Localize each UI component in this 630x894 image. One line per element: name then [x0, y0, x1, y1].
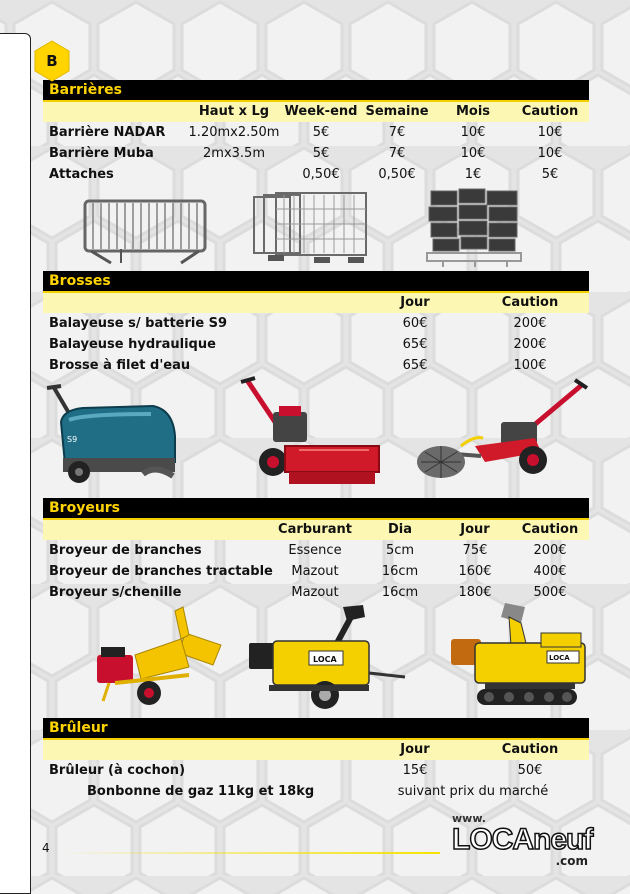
locaneuf-logo [450, 812, 593, 870]
item-jour: 60€ [402, 316, 428, 331]
item-jour: 160€ [458, 564, 492, 579]
item-name: Broyeur s/chenille [49, 585, 182, 600]
item-caution: 400€ [533, 564, 567, 579]
logo-brand: LOCAneuf [452, 823, 593, 856]
section-bruleur [43, 718, 589, 802]
item-caution: 10€ [537, 125, 563, 140]
left-tab-panel [0, 33, 31, 894]
col-caution: Caution [521, 104, 579, 119]
item-jour: 65€ [402, 358, 428, 373]
logo-com: .com [555, 854, 588, 868]
item-name: Brûleur (à cochon) [49, 763, 186, 778]
item-dia: 16cm [381, 564, 419, 579]
table-broyeurs [43, 520, 589, 603]
table-header [43, 740, 589, 760]
table-row [43, 143, 589, 164]
section-letter-badge [33, 40, 71, 82]
section-title-brosses: Brosses [43, 271, 589, 293]
table-row [43, 313, 589, 334]
broyeurs-images [43, 603, 589, 717]
item-jour: 180€ [458, 585, 492, 600]
section-letter: B [46, 52, 58, 70]
table-bruleur [43, 740, 589, 802]
col-dia: Dia [387, 522, 413, 537]
item-name: Balayeuse hydraulique [49, 337, 216, 352]
table-row [43, 781, 589, 802]
item-name: Broyeur de branches [49, 543, 202, 558]
col-carburant: Carburant [278, 522, 352, 537]
item-weekend: 5€ [312, 125, 330, 140]
item-dia: 16cm [381, 585, 419, 600]
table-row [43, 582, 589, 603]
table-row [43, 164, 589, 185]
table-row [43, 561, 589, 582]
item-caution: 100€ [513, 358, 547, 373]
section-title-bruleur: Brûleur [43, 718, 589, 740]
table-header [43, 102, 589, 122]
barriere-muba-image [248, 189, 372, 267]
item-dia: 5cm [385, 543, 415, 558]
section-title-broyeurs: Broyeurs [43, 498, 589, 520]
col-caution: Caution [501, 742, 559, 757]
item-caution: 10€ [537, 146, 563, 161]
table-row [43, 334, 589, 355]
footer-divider [60, 852, 440, 854]
item-name: Balayeuse s/ batterie S9 [49, 316, 228, 331]
item-jour: 75€ [462, 543, 488, 558]
item-jour: 15€ [402, 763, 428, 778]
item-jour: 65€ [402, 337, 428, 352]
item-name: Barrière Muba [49, 146, 154, 161]
section-barrieres [43, 80, 589, 269]
item-mois: 10€ [460, 125, 486, 140]
section-title-barrieres: Barrières [43, 80, 589, 102]
item-name: Attaches [49, 167, 114, 182]
broyeur-chenille-image [445, 603, 595, 715]
table-brosses [43, 293, 589, 376]
item-name: Brosse à filet d'eau [49, 358, 191, 373]
table-row [43, 355, 589, 376]
broyeur-branches-image [89, 605, 229, 709]
item-caution: 200€ [513, 337, 547, 352]
item-caution: 50€ [517, 763, 543, 778]
item-weekend: 0,50€ [302, 167, 340, 182]
table-row [43, 540, 589, 561]
page-number: 4 [42, 841, 50, 855]
item-weekend: 5€ [312, 146, 330, 161]
item-semaine: 7€ [388, 146, 406, 161]
col-weekend: Week-end [284, 104, 358, 119]
item-name-sub: Bonbonne de gaz 11kg et 18kg [87, 784, 315, 799]
item-price-sub: suivant prix du marché [397, 784, 549, 799]
attaches-image [423, 185, 527, 269]
brosse-filet-eau-image [415, 376, 591, 494]
broyeur-tractable-image [239, 603, 409, 713]
svg-text:LOCA: LOCA [313, 655, 337, 664]
item-semaine: 7€ [388, 125, 406, 140]
table-header [43, 293, 589, 313]
item-mois: 1€ [464, 167, 482, 182]
item-size: 1.20mx2.50m [188, 125, 280, 140]
item-name: Broyeur de branches tractable [49, 564, 273, 579]
table-barrieres [43, 102, 589, 185]
item-size: 2mx3.5m [203, 146, 265, 161]
item-caution: 5€ [541, 167, 559, 182]
item-caution: 500€ [533, 585, 567, 600]
col-jour: Jour [400, 742, 430, 757]
col-jour: Jour [460, 522, 490, 537]
section-broyeurs [43, 498, 589, 717]
item-carburant: Essence [288, 543, 342, 558]
section-brosses [43, 271, 589, 494]
col-caution: Caution [521, 522, 579, 537]
balayeuse-hydraulique-image [239, 376, 385, 492]
col-haut-lg: Haut x Lg [198, 104, 270, 119]
table-row [43, 760, 589, 781]
table-row [43, 122, 589, 143]
barrieres-images [43, 185, 589, 269]
balayeuse-s9-image [43, 380, 187, 492]
col-mois: Mois [455, 104, 491, 119]
col-caution: Caution [501, 295, 559, 310]
brosses-images [43, 376, 589, 494]
barriere-nadar-image [81, 191, 213, 267]
item-caution: 200€ [513, 316, 547, 331]
table-header [43, 520, 589, 540]
svg-text:LOCA: LOCA [549, 654, 570, 662]
item-caution: 200€ [533, 543, 567, 558]
col-semaine: Semaine [365, 104, 429, 119]
logo-www: www. [452, 812, 486, 825]
item-mois: 10€ [460, 146, 486, 161]
col-jour: Jour [400, 295, 430, 310]
item-carburant: Mazout [291, 585, 339, 600]
item-name: Barrière NADAR [49, 125, 166, 140]
item-semaine: 0,50€ [378, 167, 416, 182]
item-carburant: Mazout [291, 564, 339, 579]
svg-text:S9: S9 [67, 435, 78, 444]
